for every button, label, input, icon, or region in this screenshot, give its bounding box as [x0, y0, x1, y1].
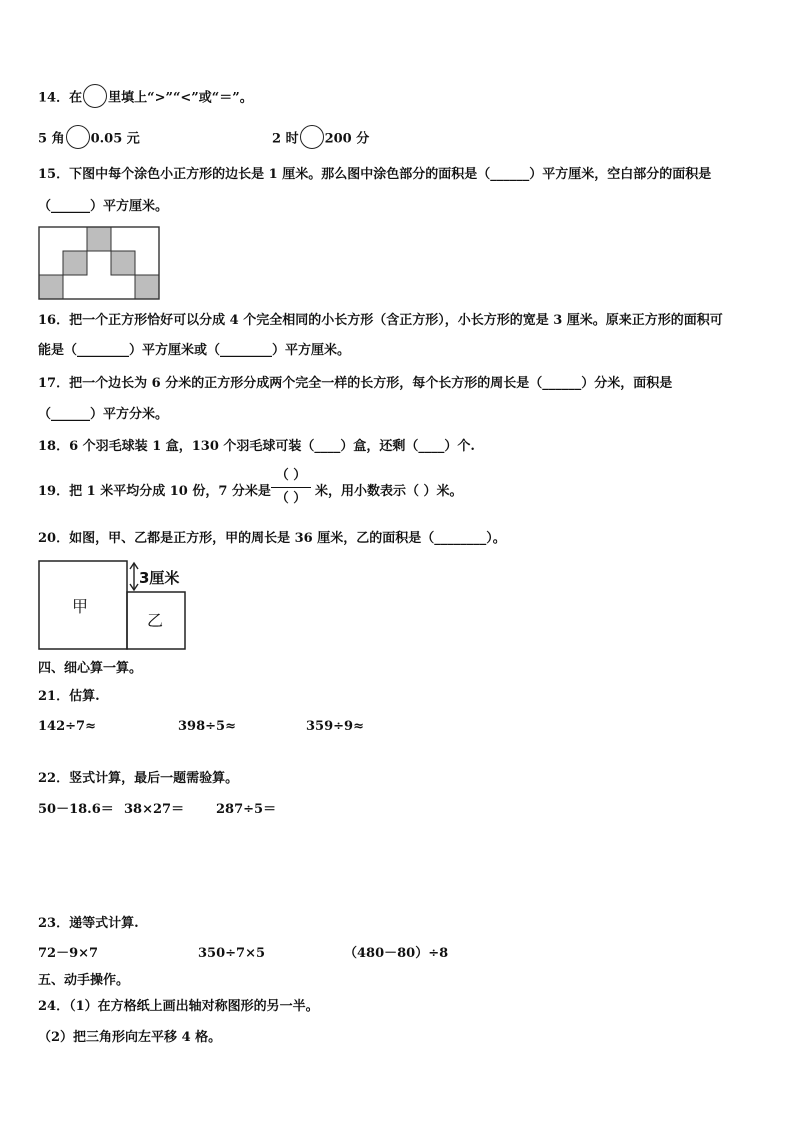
q14-prefix: 14．在	[38, 90, 83, 106]
q23-item-3: （480－80）÷8	[344, 946, 449, 961]
section-4-title: 四、细心算一算。	[38, 661, 143, 676]
q21-item-3: 359÷9≈	[306, 719, 364, 734]
q14-suffix: 里填上“>”“<”或“＝”。	[108, 90, 253, 106]
answer-circle-b[interactable]	[300, 125, 324, 149]
section-5-title: 五、动手操作。	[38, 973, 130, 988]
shaded-cell	[111, 251, 135, 275]
q22-title: 22．竖式计算，最后一题需验算。	[38, 771, 239, 786]
q14-b-left: 2 时	[272, 131, 299, 147]
q19-prefix: 19．把 1 米平均分成 10 份，7 分米是	[38, 484, 271, 499]
q16-line1: 16．把一个正方形恰好可以分成 4 个完全相同的小长方形（含正方形），小长方形的宽是 3 厘米。原来正方形的面积可	[38, 313, 723, 328]
q19-suffix: 米，用小数表示（ ）米。	[315, 484, 463, 499]
fraction-bar	[271, 487, 311, 488]
q21-item-1: 142÷7≈	[38, 719, 96, 734]
shaded-cell	[39, 275, 63, 299]
q17-line1: 17．把一个边长为 6 分米的正方形分成两个完全一样的长方形，每个长方形的周长是（______）分米，面积是	[38, 376, 673, 391]
q15-line1: 15．下图中每个涂色小正方形的边长是 1 厘米。那么图中涂色部分的面积是（______）平方厘米，空白部分的面积是	[38, 167, 712, 182]
q14-a-left: 5 角	[38, 131, 65, 147]
shaded-cell	[135, 275, 159, 299]
q17-line2: （______）平方分米。	[38, 407, 169, 422]
q14-stem	[38, 88, 253, 108]
q16-line2: 能是（________）平方厘米或（________）平方厘米。	[38, 343, 351, 358]
label-jia: 甲	[72, 597, 89, 616]
q22-item-1: 50－18.6＝	[38, 802, 114, 817]
q23-item-1: 72－9×7	[38, 946, 99, 961]
q14-item-b	[272, 129, 369, 149]
q23-title: 23．递等式计算.	[38, 916, 139, 931]
answer-circle-a[interactable]	[66, 125, 90, 149]
q24-part2: （2）把三角形向左平移 4 格。	[38, 1030, 222, 1045]
answer-circle[interactable]	[83, 84, 107, 108]
squares-figure	[38, 560, 190, 652]
label-3cm: 3厘米	[139, 569, 180, 587]
q22-item-2: 38×27＝	[124, 802, 185, 817]
q18-text: 18．6 个羽毛球装 1 盒，130 个羽毛球可装（____）盒，还剩（____）个.	[38, 439, 475, 454]
shaded-grid-figure	[38, 226, 160, 300]
q24-part1: 24．（1）在方格纸上画出轴对称图形的另一半。	[38, 999, 319, 1014]
q15-line2: （______）平方厘米。	[38, 199, 169, 214]
fraction-numerator[interactable]: （ ）	[275, 468, 307, 483]
q23-item-2: 350÷7×5	[198, 946, 266, 961]
q20-text: 20．如图，甲、乙都是正方形，甲的周长是 36 厘米，乙的面积是（________）。	[38, 531, 506, 546]
q14-b-right: 200 分	[324, 131, 370, 147]
label-yi: 乙	[147, 611, 164, 630]
q22-item-3: 287÷5＝	[216, 802, 277, 817]
shaded-cell	[87, 227, 111, 251]
q19-fraction	[271, 468, 311, 507]
q14-item-a	[38, 129, 140, 149]
q21-title: 21．估算.	[38, 689, 100, 704]
q14-a-right: 0.05 元	[90, 131, 140, 147]
fraction-denominator[interactable]: （ ）	[275, 491, 307, 506]
shaded-cell	[63, 251, 87, 275]
q21-item-2: 398÷5≈	[178, 719, 236, 734]
